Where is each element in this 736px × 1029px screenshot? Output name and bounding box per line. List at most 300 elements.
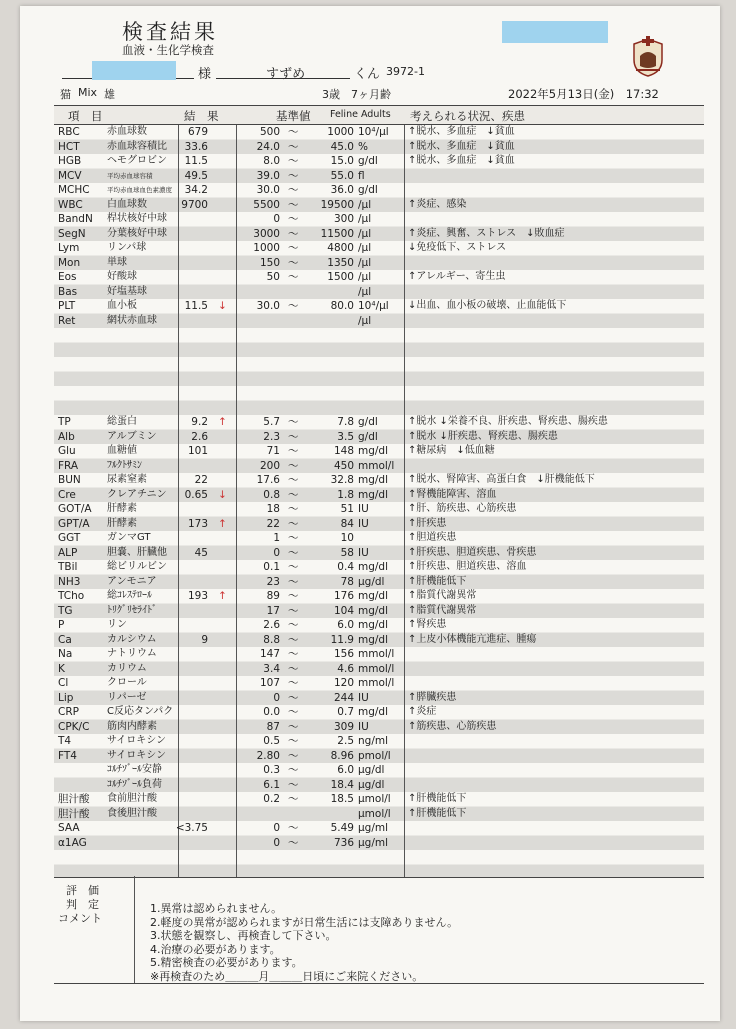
reference-tilde: ～ xyxy=(288,764,299,776)
reference-high: 736 xyxy=(333,836,354,849)
table-row xyxy=(54,285,704,300)
table-row xyxy=(54,604,704,619)
reference-tilde: ～ xyxy=(288,662,299,675)
item-abbr: MCHC xyxy=(58,184,90,196)
reference-high: 0.4 xyxy=(337,561,354,573)
reference-tilde: ～ xyxy=(288,503,299,515)
reference-high: 78 xyxy=(340,575,354,588)
col-reference: 基準値 xyxy=(276,109,311,123)
exam-datetime: 2022年5月13日(金) 17:32 xyxy=(508,87,659,101)
item-name: 赤血球容積比 xyxy=(107,140,167,152)
item-name: 網状赤血球 xyxy=(107,314,157,326)
item-abbr: NH3 xyxy=(58,575,81,588)
reference-high: 2.5 xyxy=(337,735,354,747)
reference-high: 6.0 xyxy=(337,764,354,776)
reference-low: 0 xyxy=(273,546,280,559)
table-row xyxy=(54,444,704,459)
item-name: アンモニア xyxy=(107,575,157,587)
item-abbr: SegN xyxy=(58,227,86,240)
reference-high: 8.96 xyxy=(330,749,354,762)
reference-tilde: ～ xyxy=(288,532,299,544)
reference-high: 244 xyxy=(333,691,354,704)
evaluation-line: 3.状態を観察し、再検査して下さい。 xyxy=(150,929,337,942)
table-row xyxy=(54,807,704,822)
item-name: 血糖値 xyxy=(107,445,137,456)
table-row xyxy=(54,140,704,155)
reference-high: 104 xyxy=(333,604,354,617)
reference-unit: μmol/l xyxy=(358,807,391,820)
comment-text: ↓免疫低下、ストレス xyxy=(408,242,507,253)
item-name: 肝酵素 xyxy=(107,503,137,514)
reference-tilde: ～ xyxy=(288,416,299,428)
table-row xyxy=(54,314,704,329)
reference-tilde: ～ xyxy=(288,691,299,704)
reference-tilde: ～ xyxy=(288,474,299,486)
comment-text: ↑脱水 ↓肝疾患、腎疾患、腸疾患 xyxy=(408,430,558,442)
item-name: ﾌﾙｸﾄｻﾐﾝ xyxy=(107,459,142,471)
page-title: 検査結果 xyxy=(122,20,218,44)
reference-tilde: ～ xyxy=(288,184,299,196)
comment-text: ↑肝疾患 xyxy=(408,517,447,529)
item-abbr: BUN xyxy=(58,474,81,486)
item-name: アルブミン xyxy=(107,430,157,442)
comment-text: ↑脂質代謝異常 xyxy=(408,590,477,601)
item-name: 筋肉内酵素 xyxy=(107,720,157,732)
reference-high: 300 xyxy=(333,213,354,225)
table-row xyxy=(54,473,704,488)
table-row xyxy=(54,662,704,677)
reference-low: 3.4 xyxy=(263,662,280,675)
reference-unit: % xyxy=(358,140,368,153)
reference-tilde: ～ xyxy=(288,140,299,153)
comment-text: ↑脱水、多血症 ↓貧血 xyxy=(408,140,515,152)
comment-text: ↑胆道疾患 xyxy=(408,532,457,543)
reference-unit: g/dl xyxy=(358,155,378,167)
reference-low: 2.80 xyxy=(256,749,280,762)
reference-high: 1500 xyxy=(327,271,354,283)
table-row xyxy=(54,270,704,285)
reference-unit: IU xyxy=(358,546,369,559)
reference-high: 84 xyxy=(340,517,354,530)
comment-text: ↑肝疾患、胆道疾患、溶血 xyxy=(408,561,527,572)
reference-low: 89 xyxy=(266,590,280,602)
item-name: 赤血球数 xyxy=(107,126,147,137)
item-abbr: Cl xyxy=(58,677,69,689)
reference-unit: pmol/l xyxy=(358,749,391,762)
item-abbr: MCV xyxy=(58,169,82,182)
item-name: ナトリウム xyxy=(107,648,157,659)
reference-low: 30.0 xyxy=(256,300,280,312)
reference-unit: mg/dl xyxy=(358,604,389,617)
item-name: 桿状核好中球 xyxy=(107,213,167,224)
reference-high: 1350 xyxy=(327,256,354,269)
item-abbr: BandN xyxy=(58,213,93,225)
reference-tilde: ～ xyxy=(288,213,299,225)
reference-low: 22 xyxy=(266,517,280,530)
table-row xyxy=(54,183,704,198)
reference-high: 3.5 xyxy=(337,430,354,443)
item-abbr: HCT xyxy=(58,140,80,153)
reference-high: 120 xyxy=(333,677,354,689)
table-row xyxy=(54,836,704,851)
reference-high: 4800 xyxy=(327,242,354,254)
comment-text: ↑腎疾患 xyxy=(408,619,447,630)
item-abbr: T4 xyxy=(58,735,72,747)
reference-low: 2.6 xyxy=(263,619,280,631)
reference-unit: mmol/l xyxy=(358,677,395,689)
reference-high: 309 xyxy=(333,720,354,733)
reference-high: 148 xyxy=(333,445,354,457)
reference-unit: /μl xyxy=(358,242,372,254)
item-abbr: Bas xyxy=(58,285,78,298)
reference-tilde: ～ xyxy=(288,445,299,457)
table-row xyxy=(54,125,704,140)
reference-low: 500 xyxy=(259,126,280,138)
sex: 雄 xyxy=(104,88,115,101)
item-name: リパーゼ xyxy=(107,691,147,703)
item-name: 好塩基球 xyxy=(107,285,147,297)
table-row xyxy=(54,198,704,213)
result-value: 22 xyxy=(194,474,208,486)
item-name: サイロキシン xyxy=(107,735,166,746)
table-row xyxy=(54,546,704,561)
comment-text: ↑脱水、腎障害、高蛋白食 ↓肝機能低下 xyxy=(408,474,595,485)
item-abbr: P xyxy=(58,619,65,631)
table-row xyxy=(54,256,704,271)
reference-high: 7.8 xyxy=(337,416,354,428)
col-result: 結 果 xyxy=(184,109,219,123)
table-row xyxy=(54,618,704,633)
reference-low: 107 xyxy=(259,677,280,689)
reference-tilde: ～ xyxy=(288,619,299,631)
item-abbr: TP xyxy=(58,416,71,428)
reference-unit: g/dl xyxy=(358,416,378,428)
reference-low: 39.0 xyxy=(256,169,280,182)
result-value: 193 xyxy=(187,590,208,602)
result-flag-icon: ↓ xyxy=(218,488,227,501)
reference-tilde: ～ xyxy=(288,256,299,269)
reference-tilde: ～ xyxy=(288,648,299,660)
item-abbr: Na xyxy=(58,648,73,660)
reference-tilde: ～ xyxy=(288,735,299,747)
item-name: 尿素窒素 xyxy=(107,474,147,485)
table-row xyxy=(54,647,704,662)
reference-low: 0.0 xyxy=(263,706,280,718)
reference-tilde: ～ xyxy=(288,430,299,443)
item-name: リンパ球 xyxy=(107,242,147,253)
table-row xyxy=(54,633,704,648)
table-row xyxy=(54,720,704,735)
item-abbr: HGB xyxy=(58,155,82,167)
reference-high: 80.0 xyxy=(330,300,354,312)
redaction-top-right xyxy=(502,21,608,43)
evaluation-label-2: 判 定 xyxy=(66,898,99,911)
item-abbr: 胆汁酸 xyxy=(58,793,90,805)
reference-high: 58 xyxy=(340,546,354,559)
item-name: 平均赤血球容積 xyxy=(107,171,153,180)
redaction-owner-name xyxy=(92,61,176,80)
reference-low: 147 xyxy=(259,648,280,660)
item-abbr: Ret xyxy=(58,314,76,327)
item-abbr: CPK/C xyxy=(58,720,90,733)
item-abbr: PLT xyxy=(58,300,76,312)
item-abbr: TG xyxy=(58,604,73,617)
evaluation-label-3: コメント xyxy=(58,912,102,925)
reference-unit: μg/dl xyxy=(358,764,385,776)
reference-unit: /μl xyxy=(358,198,372,211)
comment-text: ↑肝、筋疾患、心筋疾患 xyxy=(408,503,517,514)
reference-low: 1 xyxy=(273,532,280,544)
table-row xyxy=(54,821,704,836)
result-value: 33.6 xyxy=(184,140,208,153)
item-name: ヘモグロビン xyxy=(107,155,167,166)
reference-high: 0.7 xyxy=(337,706,354,718)
reference-unit: /μl xyxy=(358,285,372,298)
reference-high: 176 xyxy=(333,590,354,602)
item-name: 総蛋白 xyxy=(107,416,137,427)
result-value: 173 xyxy=(187,517,208,530)
reference-unit: μg/dl xyxy=(358,575,385,588)
item-abbr: RBC xyxy=(58,126,80,138)
table-row xyxy=(54,734,704,749)
reference-low: 0.5 xyxy=(263,735,280,747)
reference-high: 4.6 xyxy=(337,662,354,675)
evaluation-line: 4.治療の必要があります。 xyxy=(150,942,281,956)
reference-unit: /μl xyxy=(358,213,372,225)
comment-text: ↑肝機能低下 xyxy=(408,807,467,819)
table-row xyxy=(54,154,704,169)
result-value: 0.65 xyxy=(184,488,208,501)
reference-unit: μmol/l xyxy=(358,793,391,805)
reference-high: 32.8 xyxy=(330,474,354,486)
reference-tilde: ～ xyxy=(288,488,299,501)
reference-unit: /μl xyxy=(358,256,372,269)
comment-text: ↑肝機能低下 xyxy=(408,793,467,804)
results-table xyxy=(54,105,704,878)
result-value: 2.6 xyxy=(191,430,208,443)
result-value: 34.2 xyxy=(184,184,208,196)
reference-high: 55.0 xyxy=(330,169,354,182)
table-row xyxy=(54,778,704,793)
item-name: クレアチニン xyxy=(107,488,167,500)
reference-tilde: ～ xyxy=(288,590,299,602)
item-name: ガンマGT xyxy=(107,532,151,543)
table-row xyxy=(54,749,704,764)
reference-tilde: ～ xyxy=(288,561,299,573)
reference-high: 450 xyxy=(333,459,354,472)
evaluation-label-box xyxy=(54,876,135,983)
result-value: 9 xyxy=(201,633,208,646)
kun-label: くん xyxy=(354,67,381,82)
item-name: 総ｺﾚｽﾃﾛｰﾙ xyxy=(107,590,152,601)
reference-tilde: ～ xyxy=(288,155,299,167)
reference-tilde: ～ xyxy=(288,198,299,211)
evaluation-line: ※再検査のため＿＿＿月＿＿＿日頃にご来院ください。 xyxy=(150,969,424,983)
shield-cross-icon xyxy=(630,36,666,78)
item-name: サイロキシン xyxy=(107,749,166,761)
reference-unit: /μl xyxy=(358,271,372,283)
evaluation-label-1: 評 価 xyxy=(66,884,99,897)
reference-unit: mg/dl xyxy=(358,706,389,718)
result-value: 11.5 xyxy=(184,300,208,312)
item-abbr: Alb xyxy=(58,430,75,443)
table-row xyxy=(54,430,704,445)
comment-text: ↑炎症、興奮、ストレス ↓敗血症 xyxy=(408,227,565,239)
reference-tilde: ～ xyxy=(288,271,299,283)
reference-unit: mg/dl xyxy=(358,633,389,646)
reference-tilde: ～ xyxy=(288,126,299,138)
comment-text: ↑上皮小体機能亢進症、腫瘍 xyxy=(408,633,537,645)
comment-text: ↑脱水、多血症 ↓貧血 xyxy=(408,126,515,137)
item-name: 好酸球 xyxy=(107,271,137,282)
reference-low: 30.0 xyxy=(256,184,280,196)
reference-tilde: ～ xyxy=(288,778,299,791)
reference-high: 10 xyxy=(340,532,354,544)
evaluation-lines xyxy=(150,902,458,983)
comment-text: ↑アレルギー、寄生虫 xyxy=(408,271,506,282)
reference-low: 18 xyxy=(266,503,280,515)
item-abbr: ALP xyxy=(58,546,78,559)
reference-unit: μg/dl xyxy=(358,778,385,791)
comment-text: ↑膵臓疾患 xyxy=(408,691,457,703)
item-abbr: GGT xyxy=(58,532,81,544)
reference-low: 200 xyxy=(259,459,280,472)
reference-high: 1000 xyxy=(327,126,354,138)
item-name: 胆嚢、肝臓他 xyxy=(107,546,167,558)
reference-unit: ng/ml xyxy=(358,735,389,747)
reference-low: 1000 xyxy=(253,242,280,254)
reference-low: 0.1 xyxy=(263,561,280,573)
table-row xyxy=(54,459,704,474)
reference-low: 2.3 xyxy=(263,430,280,443)
comment-text: ↑肝疾患、胆道疾患、骨疾患 xyxy=(408,546,537,558)
item-name: C反応タンパク xyxy=(107,706,174,717)
reference-unit: mmol/l xyxy=(358,648,395,660)
item-name: リン xyxy=(107,619,127,630)
item-name: ｺﾙﾁｿﾞｰﾙ負荷 xyxy=(107,778,162,790)
table-row xyxy=(54,227,704,242)
reference-high: 18.4 xyxy=(330,778,354,791)
table-row xyxy=(54,792,704,807)
comment-text: ↑炎症 xyxy=(408,706,437,717)
item-abbr: FT4 xyxy=(58,749,77,762)
table-row xyxy=(54,502,704,517)
item-name: カリウム xyxy=(107,662,147,674)
result-value: <3.75 xyxy=(175,822,208,834)
reference-unit: mg/dl xyxy=(358,590,389,602)
item-abbr: Eos xyxy=(58,271,77,283)
reference-unit: g/dl xyxy=(358,184,378,196)
reference-tilde: ～ xyxy=(288,604,299,617)
reference-tilde: ～ xyxy=(288,677,299,689)
result-value: 101 xyxy=(187,445,208,457)
col-item: 項 目 xyxy=(68,109,103,123)
table-row xyxy=(54,299,704,314)
item-abbr: GPT/A xyxy=(58,517,90,530)
reference-unit: 10⁴/μl xyxy=(358,300,389,312)
table-row xyxy=(54,705,704,720)
table-row xyxy=(54,241,704,256)
item-abbr: Lip xyxy=(58,691,74,704)
item-abbr: Mon xyxy=(58,256,81,269)
page-subtitle: 血液・生化学検査 xyxy=(122,43,214,57)
reference-tilde: ～ xyxy=(288,633,299,646)
item-name: ｺﾙﾁｿﾞｰﾙ安静 xyxy=(107,764,162,775)
item-abbr: Lym xyxy=(58,242,80,254)
item-abbr: TCho xyxy=(58,590,85,602)
reference-low: 3000 xyxy=(253,227,280,240)
pet-id: 3972-1 xyxy=(386,65,425,78)
species: 猫 xyxy=(60,88,71,101)
reference-tilde: ～ xyxy=(288,517,299,530)
reference-low: 150 xyxy=(259,256,280,269)
item-abbr: Glu xyxy=(58,445,76,457)
comment-text: ↑脱水、多血症 ↓貧血 xyxy=(408,155,515,166)
reference-tilde: ～ xyxy=(288,227,299,240)
reference-unit: 10⁴/μl xyxy=(358,126,389,138)
reference-unit: mmol/l xyxy=(358,459,395,472)
reference-tilde: ～ xyxy=(288,575,299,588)
reference-low: 71 xyxy=(266,445,280,457)
reference-tilde: ～ xyxy=(288,706,299,718)
result-value: 9700 xyxy=(181,198,208,211)
item-abbr: SAA xyxy=(58,822,80,834)
table-row xyxy=(54,212,704,227)
reference-low: 87 xyxy=(266,720,280,733)
table-row xyxy=(54,676,704,691)
table-row xyxy=(54,488,704,503)
result-flag-icon: ↑ xyxy=(218,590,227,602)
item-abbr: TBil xyxy=(58,561,78,573)
table-body xyxy=(54,125,704,878)
reference-low: 5.7 xyxy=(263,416,280,428)
reference-low: 8.0 xyxy=(263,155,280,167)
item-name: 血小板 xyxy=(107,300,137,311)
col-comment: 考えられる状況、疾患 xyxy=(410,109,525,123)
reference-low: 0 xyxy=(273,213,280,225)
reference-unit: /μl xyxy=(358,314,372,327)
pet-name: すずめ xyxy=(266,67,306,82)
reference-unit: μg/ml xyxy=(358,836,389,849)
item-name: 平均赤血球血色素濃度 xyxy=(107,186,172,194)
item-name: 単球 xyxy=(107,256,127,268)
comment-text: ↑肝機能低下 xyxy=(408,575,467,587)
reference-unit: mg/dl xyxy=(358,488,389,501)
item-abbr: GOT/A xyxy=(58,503,92,515)
reference-unit: μg/ml xyxy=(358,822,389,834)
item-abbr: WBC xyxy=(58,198,83,211)
item-name: 肝酵素 xyxy=(107,517,137,529)
reference-low: 0 xyxy=(273,691,280,704)
report-sheet xyxy=(20,6,720,1021)
reference-low: 0 xyxy=(273,836,280,849)
reference-low: 50 xyxy=(266,271,280,283)
item-name: ﾄﾘｸﾞﾘｾﾗｲﾄﾞ xyxy=(107,604,157,616)
reference-tilde: ～ xyxy=(288,822,299,834)
reference-high: 45.0 xyxy=(330,140,354,153)
table-row xyxy=(54,589,704,604)
result-value: 679 xyxy=(187,126,208,138)
reference-high: 18.5 xyxy=(330,793,354,805)
sama-label: 様 xyxy=(198,67,212,82)
comment-text: ↓出血、血小板の破壊、止血能低下 xyxy=(408,300,567,311)
reference-tilde: ～ xyxy=(288,459,299,472)
result-flag-icon: ↑ xyxy=(218,416,227,428)
reference-low: 8.8 xyxy=(263,633,280,646)
item-abbr: Ca xyxy=(58,633,72,646)
reference-unit: mg/dl xyxy=(358,445,389,457)
reference-unit: IU xyxy=(358,517,369,530)
